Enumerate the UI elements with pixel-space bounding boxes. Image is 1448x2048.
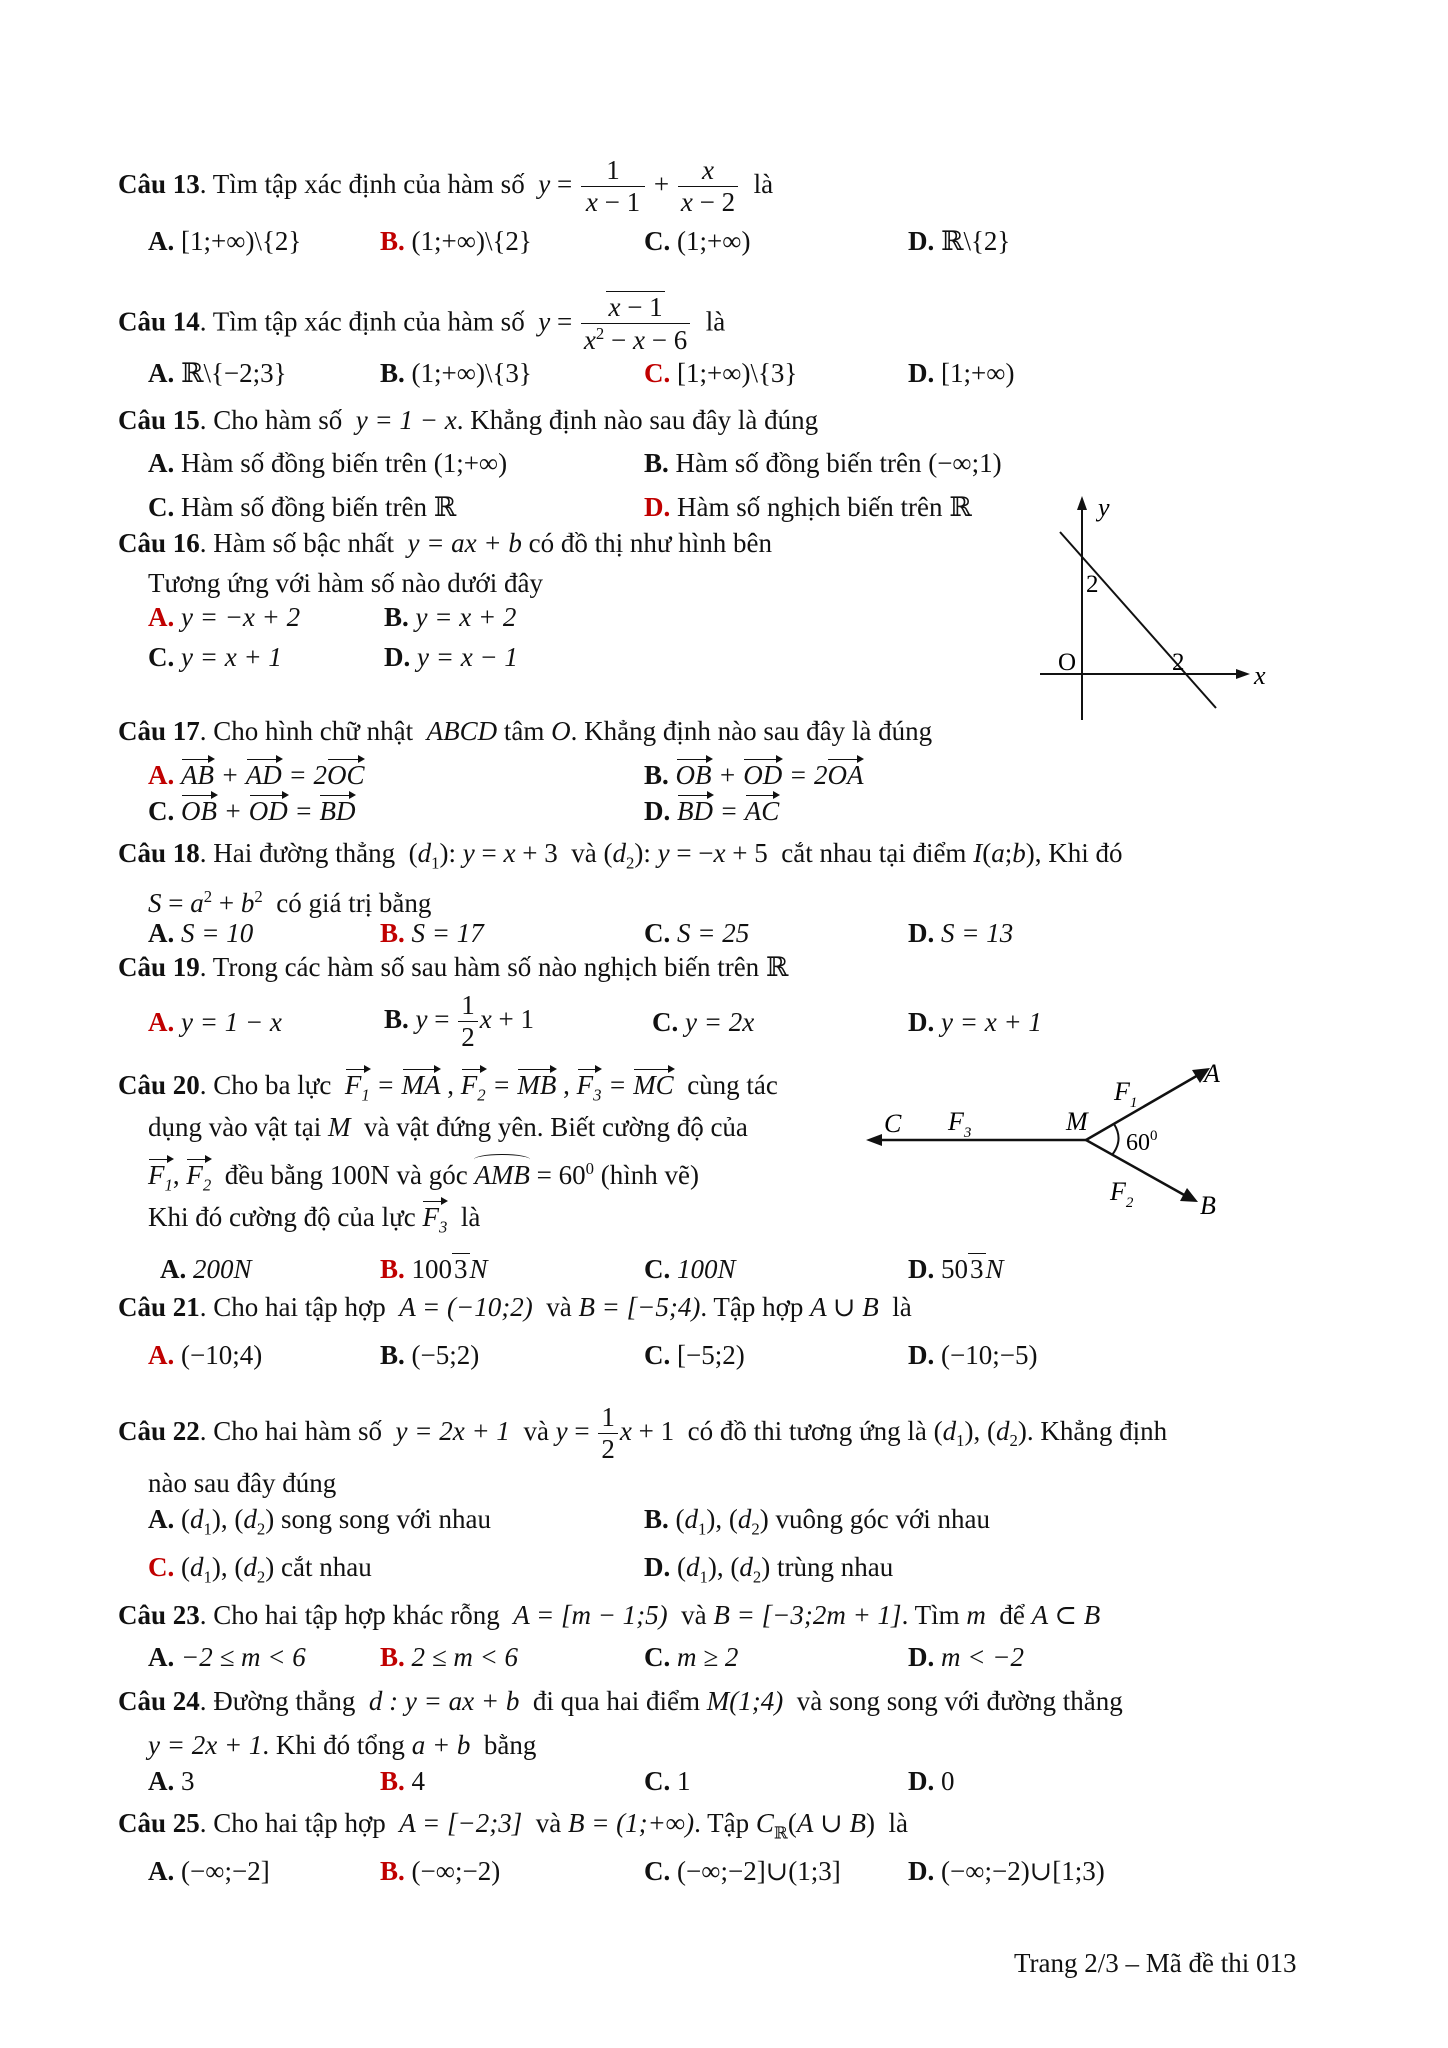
question-25-text: . Cho hai tập hợp	[199, 1808, 386, 1838]
question-23	[118, 1598, 1100, 1632]
option-label: B.	[384, 602, 409, 632]
question-24-line2c: bằng	[483, 1730, 537, 1760]
option-label: C.	[148, 796, 175, 826]
question-25-set-a: A = [−2;3]	[399, 1808, 523, 1838]
question-17-text2: tâm	[503, 716, 545, 746]
q14-option-c[interactable]	[644, 356, 797, 390]
option-label: A.	[148, 226, 175, 256]
question-20-text2: cùng tác	[687, 1070, 778, 1100]
question-24-point: M(1;4)	[706, 1686, 784, 1716]
option-value: y = x + 1	[181, 642, 282, 672]
q23-option-a[interactable]	[148, 1640, 306, 1674]
angle-label: $60^0$	[1126, 1128, 1158, 1156]
q20-option-c[interactable]	[644, 1252, 736, 1286]
question-16	[118, 526, 772, 560]
option-label: B.	[380, 226, 405, 256]
option-label: B.	[380, 1340, 405, 1370]
question-18: Câu 18. Hai đường thẳng $(d_1)$: y = x + 3 và $(d_2)$: y = −x + 5 cắt nhau tại điểm I(a;b), Khi đó	[118, 838, 1123, 873]
option-label: B.	[380, 918, 405, 948]
q13-option-c[interactable]	[644, 224, 750, 258]
question-20-line2	[148, 1110, 748, 1144]
question-15-function: y = 1 − x	[355, 405, 457, 435]
option-label: D.	[644, 796, 671, 826]
option-value: ℝ\{2}	[941, 226, 1011, 256]
option-label: D.	[908, 1340, 935, 1370]
question-20-line4: Khi đó cường độ của lực $F_3$ là	[148, 1200, 480, 1244]
question-24-line2	[148, 1728, 536, 1762]
q25-option-c[interactable]	[644, 1854, 841, 1888]
question-22: Câu 22. Cho hai hàm số y = 2x + 1 và y = $\frac{1}{2}$ x + 1 có đồ thi tương ứng là $(d_1)$, $(d_2)$. Khẳng định	[118, 1402, 1168, 1465]
y-intercept-label: 2	[1086, 571, 1099, 598]
question-21-and: và	[546, 1292, 572, 1322]
q23-option-c[interactable]	[644, 1640, 738, 1674]
option-value: 100N	[677, 1254, 736, 1284]
q25-option-a[interactable]	[148, 1854, 270, 1888]
question-23-subset: A ⊂ B	[1031, 1600, 1101, 1630]
question-25-number: Câu 25	[118, 1808, 200, 1838]
option-label: D.	[908, 918, 935, 948]
option-label: C.	[644, 1856, 671, 1886]
question-24-text: . Đường thẳng	[199, 1686, 356, 1716]
question-20-line3b: (hình vẽ)	[600, 1160, 699, 1190]
question-18-text2: cắt nhau tại điểm	[781, 838, 967, 868]
question-18-line2: $S = a^2 + b^2$ có giá trị bằng	[148, 887, 432, 918]
option-value: Hàm số nghịch biến trên ℝ	[677, 492, 972, 522]
option-value: 3	[181, 1766, 195, 1796]
question-16-function: y = ax + b	[407, 528, 522, 558]
q21-option-a[interactable]	[148, 1338, 262, 1372]
q25-option-b[interactable]	[380, 1854, 500, 1888]
question-25-text2: . Tập	[694, 1808, 750, 1838]
option-label: C.	[652, 1007, 679, 1037]
q25-option-d[interactable]	[908, 1854, 1105, 1888]
question-13-text: . Tìm tập xác định của hàm số	[199, 168, 525, 199]
question-19-number: Câu 19	[118, 952, 200, 982]
q16-option-b[interactable]	[384, 600, 516, 634]
question-17-text3: . Khẳng định nào sau đây là đúng	[570, 716, 933, 746]
option-value: ℝ\{−2;3}	[181, 358, 287, 388]
question-17	[118, 714, 932, 748]
option-label: A.	[148, 918, 175, 948]
q23-option-b[interactable]	[380, 1640, 518, 1674]
option-value: 4	[411, 1766, 426, 1796]
q21-option-c[interactable]	[644, 1338, 745, 1372]
option-value: y = 1 − x	[181, 1007, 282, 1037]
question-22-text: . Cho hai hàm số	[199, 1415, 383, 1446]
option-value: vuông góc với nhau	[775, 1504, 990, 1534]
question-20-line3a: đều bằng 100N và góc	[224, 1160, 468, 1190]
option-label: C.	[644, 1642, 671, 1672]
point-b-label: B	[1200, 1191, 1216, 1220]
x-axis-arrow-icon	[1236, 669, 1250, 679]
option-value: Hàm số đồng biến trên (1;+∞)	[181, 448, 508, 478]
option-value: [1;+∞)	[941, 358, 1015, 388]
option-label: B.	[384, 1003, 409, 1034]
question-17-number: Câu 17	[118, 716, 200, 746]
question-20-line4-text: Khi đó cường độ của lực	[148, 1202, 416, 1232]
question-24-number: Câu 24	[118, 1686, 200, 1716]
question-14-text: . Tìm tập xác định của hàm số	[199, 306, 525, 337]
option-value: y = 2x	[685, 1007, 755, 1037]
q17-option-a[interactable]: A. AB + AD = 2OC	[148, 760, 365, 790]
option-label: A.	[148, 602, 175, 632]
option-value: S = 10	[181, 918, 254, 948]
question-21-set-b: B = [−5;4)	[578, 1292, 701, 1322]
q20-option-b[interactable]: B. 1003N	[380, 1254, 488, 1284]
question-23-text2: . Tìm	[901, 1600, 960, 1630]
question-19	[118, 950, 788, 984]
q14-option-d[interactable]	[908, 356, 1014, 390]
y-axis-arrow-icon	[1077, 496, 1087, 510]
question-16-line2: Tương ứng với hàm số nào dưới đây	[148, 568, 543, 598]
question-18-text: . Hai đường thẳng	[199, 838, 396, 868]
q19-option-b[interactable]: B. y = $\frac{1}{2}$ x + 1	[384, 990, 534, 1053]
question-20-line3: $F_1$, $F_2$ đều bằng 100N và góc AMB = $60^0$ (hình vẽ)	[148, 1152, 699, 1202]
q14-option-a[interactable]	[148, 356, 287, 390]
q21-option-b[interactable]	[380, 1338, 479, 1372]
option-label: B.	[644, 1504, 669, 1534]
q15-option-c[interactable]	[148, 490, 456, 524]
question-24-line2b: . Khi đó tổng	[262, 1730, 405, 1760]
q13-option-b[interactable]	[380, 224, 532, 258]
q19-option-d[interactable]	[908, 1005, 1042, 1039]
option-label: B.	[380, 358, 405, 388]
fraction-3: $\frac{x - 1}{x^2 - x - 6}$	[581, 292, 690, 356]
option-value: −2 ≤ m < 6	[181, 1642, 306, 1672]
question-22-text2: có đồ thi tương ứng là	[687, 1415, 927, 1446]
option-value: [1;+∞)\{2}	[181, 226, 302, 256]
question-23-number: Câu 23	[118, 1600, 200, 1630]
question-23-set-a: A = [m − 1;5)	[513, 1600, 668, 1630]
option-value: (−∞;−2]∪(1;3]	[677, 1856, 841, 1886]
question-25-and: và	[535, 1808, 562, 1838]
question-21-set-a: A = (−10;2)	[399, 1292, 533, 1322]
option-value: (1;+∞)\{2}	[411, 226, 532, 256]
point-a-label: A	[1204, 1059, 1220, 1088]
question-24-text2: đi qua hai điểm	[532, 1686, 701, 1716]
question-16-number: Câu 16	[118, 528, 200, 558]
question-18-and: và	[571, 838, 597, 868]
question-17-text: . Cho hình chữ nhật	[199, 716, 414, 746]
question-22-function-1: y = 2x + 1	[395, 1415, 510, 1446]
option-value: trùng nhau	[776, 1552, 894, 1582]
question-13-number: Câu 13	[118, 168, 200, 199]
option-value: m ≥ 2	[677, 1642, 739, 1672]
q18-option-b[interactable]	[380, 916, 484, 950]
question-22-text3: . Khẳng định	[1026, 1415, 1168, 1446]
question-20-line2b: và vật đứng yên. Biết cường độ của	[363, 1112, 748, 1142]
option-label: B.	[644, 760, 669, 790]
option-label: D.	[908, 358, 935, 388]
question-13: Câu 13. Tìm tập xác định của hàm số y = $\frac{1}{x - 1}$ + $\frac{x}{x - 2}$ là	[118, 155, 774, 218]
fraction-2: $\frac{x}{x - 2}$	[678, 155, 738, 218]
q16-option-a[interactable]	[148, 600, 300, 634]
option-label: C.	[644, 1254, 671, 1284]
function-line	[1060, 532, 1216, 708]
q20-option-d[interactable]: D. 503N	[908, 1254, 1004, 1284]
q13-option-d[interactable]	[908, 224, 1010, 258]
point-m-label: M	[1066, 1107, 1088, 1136]
q13-option-a[interactable]	[148, 224, 301, 258]
q18-option-c[interactable]	[644, 916, 749, 950]
question-25-set-b: B = (1;+∞)	[567, 1808, 695, 1838]
question-15-text2: . Khẳng định nào sau đây là đúng	[456, 405, 819, 435]
q16-option-c[interactable]	[148, 640, 282, 674]
option-label: A.	[148, 1007, 175, 1037]
question-25: Câu 25. Cho hai tập hợp A = [−2;3] và B = (1;+∞). Tập $C_ℝ(A$ ∪ B) là	[118, 1808, 908, 1843]
question-15-text: . Cho hàm số	[199, 405, 343, 435]
option-value: (−∞;−2]	[181, 1856, 270, 1886]
option-value: song song với nhau	[280, 1504, 492, 1534]
option-label: D.	[908, 226, 935, 256]
q17-option-b[interactable]: B. OB + OD = 2OA	[644, 760, 864, 790]
option-label: D.	[908, 1254, 935, 1284]
q22-option-d[interactable]: D. $(d_1)$, $(d_2)$ trùng nhau	[644, 1552, 894, 1587]
page-footer: Trang 2/3 – Mã đề thi 013	[1014, 1948, 1297, 1978]
option-label: C.	[148, 492, 175, 522]
option-label: B.	[644, 448, 669, 478]
q24-option-b[interactable]	[380, 1764, 425, 1798]
q15-option-b[interactable]	[644, 446, 1002, 480]
option-value: 2 ≤ m < 6	[411, 1642, 519, 1672]
question-13-tail: là	[753, 168, 774, 199]
option-label: C.	[148, 642, 175, 672]
question-14-tail: là	[705, 306, 726, 337]
question-16-text2: có đồ thị như hình bên	[528, 528, 772, 558]
question-22-number: Câu 22	[118, 1415, 200, 1446]
q17-option-c[interactable]: C. OB + OD = BD	[148, 796, 356, 826]
option-value: 0	[941, 1766, 955, 1796]
force-f3-arrow-icon	[866, 1134, 882, 1146]
question-14: Câu 14. Tìm tập xác định của hàm số y = $\frac{x - 1}{x^2 - x - 6}$ là	[118, 292, 726, 356]
y-axis-label: y	[1098, 493, 1110, 522]
option-value: y = x − 1	[417, 642, 518, 672]
option-value: (−10;−5)	[941, 1340, 1038, 1370]
q17-option-d[interactable]: D. BD = AC	[644, 796, 780, 826]
question-15	[118, 403, 818, 437]
question-24-line: d : y = ax + b	[368, 1686, 520, 1716]
question-18-line2-text: có giá trị bằng	[276, 888, 432, 918]
question-14-number: Câu 14	[118, 306, 200, 337]
option-value: y = x + 2	[415, 602, 517, 632]
q18-option-a[interactable]	[148, 916, 253, 950]
q24-option-a[interactable]	[148, 1764, 195, 1798]
q22-option-b[interactable]: B. $(d_1)$, $(d_2)$ vuông góc với nhau	[644, 1504, 990, 1539]
question-21-tail: là	[892, 1292, 912, 1322]
question-18-number: Câu 18	[118, 838, 200, 868]
question-22-and: và	[523, 1415, 549, 1446]
question-24-line2a: y = 2x + 1	[148, 1730, 263, 1760]
question-21-text: . Cho hai tập hợp	[199, 1292, 386, 1322]
option-label: D.	[644, 1552, 671, 1582]
option-label: B.	[380, 1642, 405, 1672]
option-label: B.	[380, 1856, 405, 1886]
q18-option-d[interactable]	[908, 916, 1013, 950]
x-axis-label: x	[1254, 661, 1266, 690]
question-20-line2a: dụng vào vật tại	[148, 1112, 322, 1142]
q14-option-b[interactable]	[380, 356, 532, 390]
q20-option-a[interactable]	[160, 1252, 252, 1286]
x-intercept-label: 2	[1172, 649, 1185, 676]
option-value: (1;+∞)\{3}	[411, 358, 532, 388]
q15-option-d[interactable]	[644, 490, 972, 524]
option-label: D.	[908, 1856, 935, 1886]
option-label: A.	[148, 1504, 175, 1534]
option-value: (−5;2)	[411, 1340, 480, 1370]
option-value: [1;+∞)\{3}	[677, 358, 798, 388]
option-label: D.	[384, 642, 411, 672]
option-label: C.	[644, 226, 671, 256]
option-label: B.	[380, 1766, 405, 1796]
question-23-text: . Cho hai tập hợp khác rỗng	[199, 1600, 500, 1630]
q22-option-a[interactable]: A. $(d_1)$, $(d_2)$ song song với nhau	[148, 1504, 492, 1539]
option-value: Hàm số đồng biến trên ℝ	[181, 492, 457, 522]
option-value: Hàm số đồng biến trên (−∞;1)	[675, 448, 1002, 478]
option-label: A.	[148, 1642, 175, 1672]
question-19-text: . Trong các hàm số sau hàm số nào nghịch biến trên ℝ	[199, 952, 789, 982]
question-21	[118, 1290, 912, 1324]
option-value: y = −x + 2	[181, 602, 301, 632]
question-23-set-b: B = [−3;2m + 1]	[713, 1600, 902, 1630]
option-label: A.	[148, 1856, 175, 1886]
option-label: C.	[644, 1766, 671, 1796]
option-value: m < −2	[941, 1642, 1024, 1672]
option-value: S = 25	[677, 918, 750, 948]
option-value: (−∞;−2)∪[1;3)	[941, 1856, 1105, 1886]
question-23-and: và	[681, 1600, 707, 1630]
line-graph-figure	[1020, 490, 1300, 730]
question-24-sum: a + b	[411, 1730, 471, 1760]
q21-option-d[interactable]	[908, 1338, 1037, 1372]
question-21-number: Câu 21	[118, 1292, 200, 1322]
q22-option-c[interactable]: C. $(d_1)$, $(d_2)$ cắt nhau	[148, 1552, 372, 1587]
q24-option-d[interactable]	[908, 1764, 955, 1798]
question-23-var: m	[966, 1600, 986, 1630]
option-value: cắt nhau	[280, 1552, 372, 1582]
option-label: C.	[644, 358, 671, 388]
option-value: (−∞;−2)	[411, 1856, 501, 1886]
origin-label: O	[1058, 649, 1077, 676]
option-label: C.	[644, 1340, 671, 1370]
option-label: A.	[148, 1340, 175, 1370]
q24-option-c[interactable]	[644, 1764, 691, 1798]
option-label: A.	[148, 760, 175, 790]
option-value: [−5;2)	[677, 1340, 745, 1370]
f1-label: $F_1$	[1114, 1077, 1138, 1111]
option-value: y = x + 1	[941, 1007, 1042, 1037]
option-label: D.	[908, 1642, 935, 1672]
option-label: C.	[148, 1552, 175, 1582]
q19-option-a[interactable]	[148, 1005, 282, 1039]
option-value: S = 13	[941, 918, 1014, 948]
option-value: (1;+∞)	[677, 226, 751, 256]
question-16-text: . Hàm số bậc nhất	[199, 528, 394, 558]
angle-arc	[1112, 1124, 1119, 1155]
option-label: A.	[148, 1766, 175, 1796]
question-23-text3: để	[999, 1600, 1025, 1630]
question-25-tail: là	[888, 1808, 908, 1838]
option-label: A.	[148, 358, 175, 388]
question-24	[118, 1684, 1123, 1718]
question-21-union: A ∪ B	[810, 1292, 879, 1322]
option-value: 200N	[193, 1254, 252, 1284]
option-label: A.	[148, 448, 175, 478]
q23-option-d[interactable]	[908, 1640, 1024, 1674]
question-21-text2: . Tập hợp	[700, 1292, 804, 1322]
f3-label: $F_3$	[948, 1107, 972, 1141]
question-20-text: . Cho ba lực	[199, 1070, 332, 1100]
question-17-center: O	[551, 716, 571, 746]
question-20-line4b: là	[460, 1202, 481, 1232]
option-label: C.	[644, 918, 671, 948]
question-22-line2: nào sau đây đúng	[148, 1468, 337, 1498]
point-c-label: C	[884, 1109, 902, 1138]
option-label: B.	[380, 1254, 405, 1284]
q16-option-d[interactable]	[384, 640, 518, 674]
option-label: D.	[908, 1007, 935, 1037]
question-20-number: Câu 20	[118, 1070, 200, 1100]
option-value: S = 17	[411, 918, 484, 948]
q19-option-c[interactable]	[652, 1005, 754, 1039]
option-value: (−10;4)	[181, 1340, 263, 1370]
question-17-shape: ABCD	[426, 716, 498, 746]
question-20-point: M	[327, 1112, 351, 1142]
option-label: D.	[908, 1766, 935, 1796]
q15-option-a[interactable]	[148, 446, 507, 480]
question-24-text3: và song song với đường thẳng	[796, 1686, 1123, 1716]
question-20: Câu 20. Cho ba lực $F_1$ = MA , $F_2$ = MB , $F_3$ = MC cùng tác	[118, 1068, 778, 1112]
option-label: A.	[160, 1254, 187, 1284]
fraction-1: $\frac{1}{x - 1}$	[581, 155, 645, 218]
option-label: D.	[644, 492, 671, 522]
option-value: 1	[677, 1766, 691, 1796]
f2-label: $F_2$	[1110, 1177, 1134, 1211]
question-15-number: Câu 15	[118, 405, 200, 435]
question-18-text3: , Khi đó	[1034, 838, 1123, 868]
force-diagram-figure	[860, 1050, 1260, 1230]
